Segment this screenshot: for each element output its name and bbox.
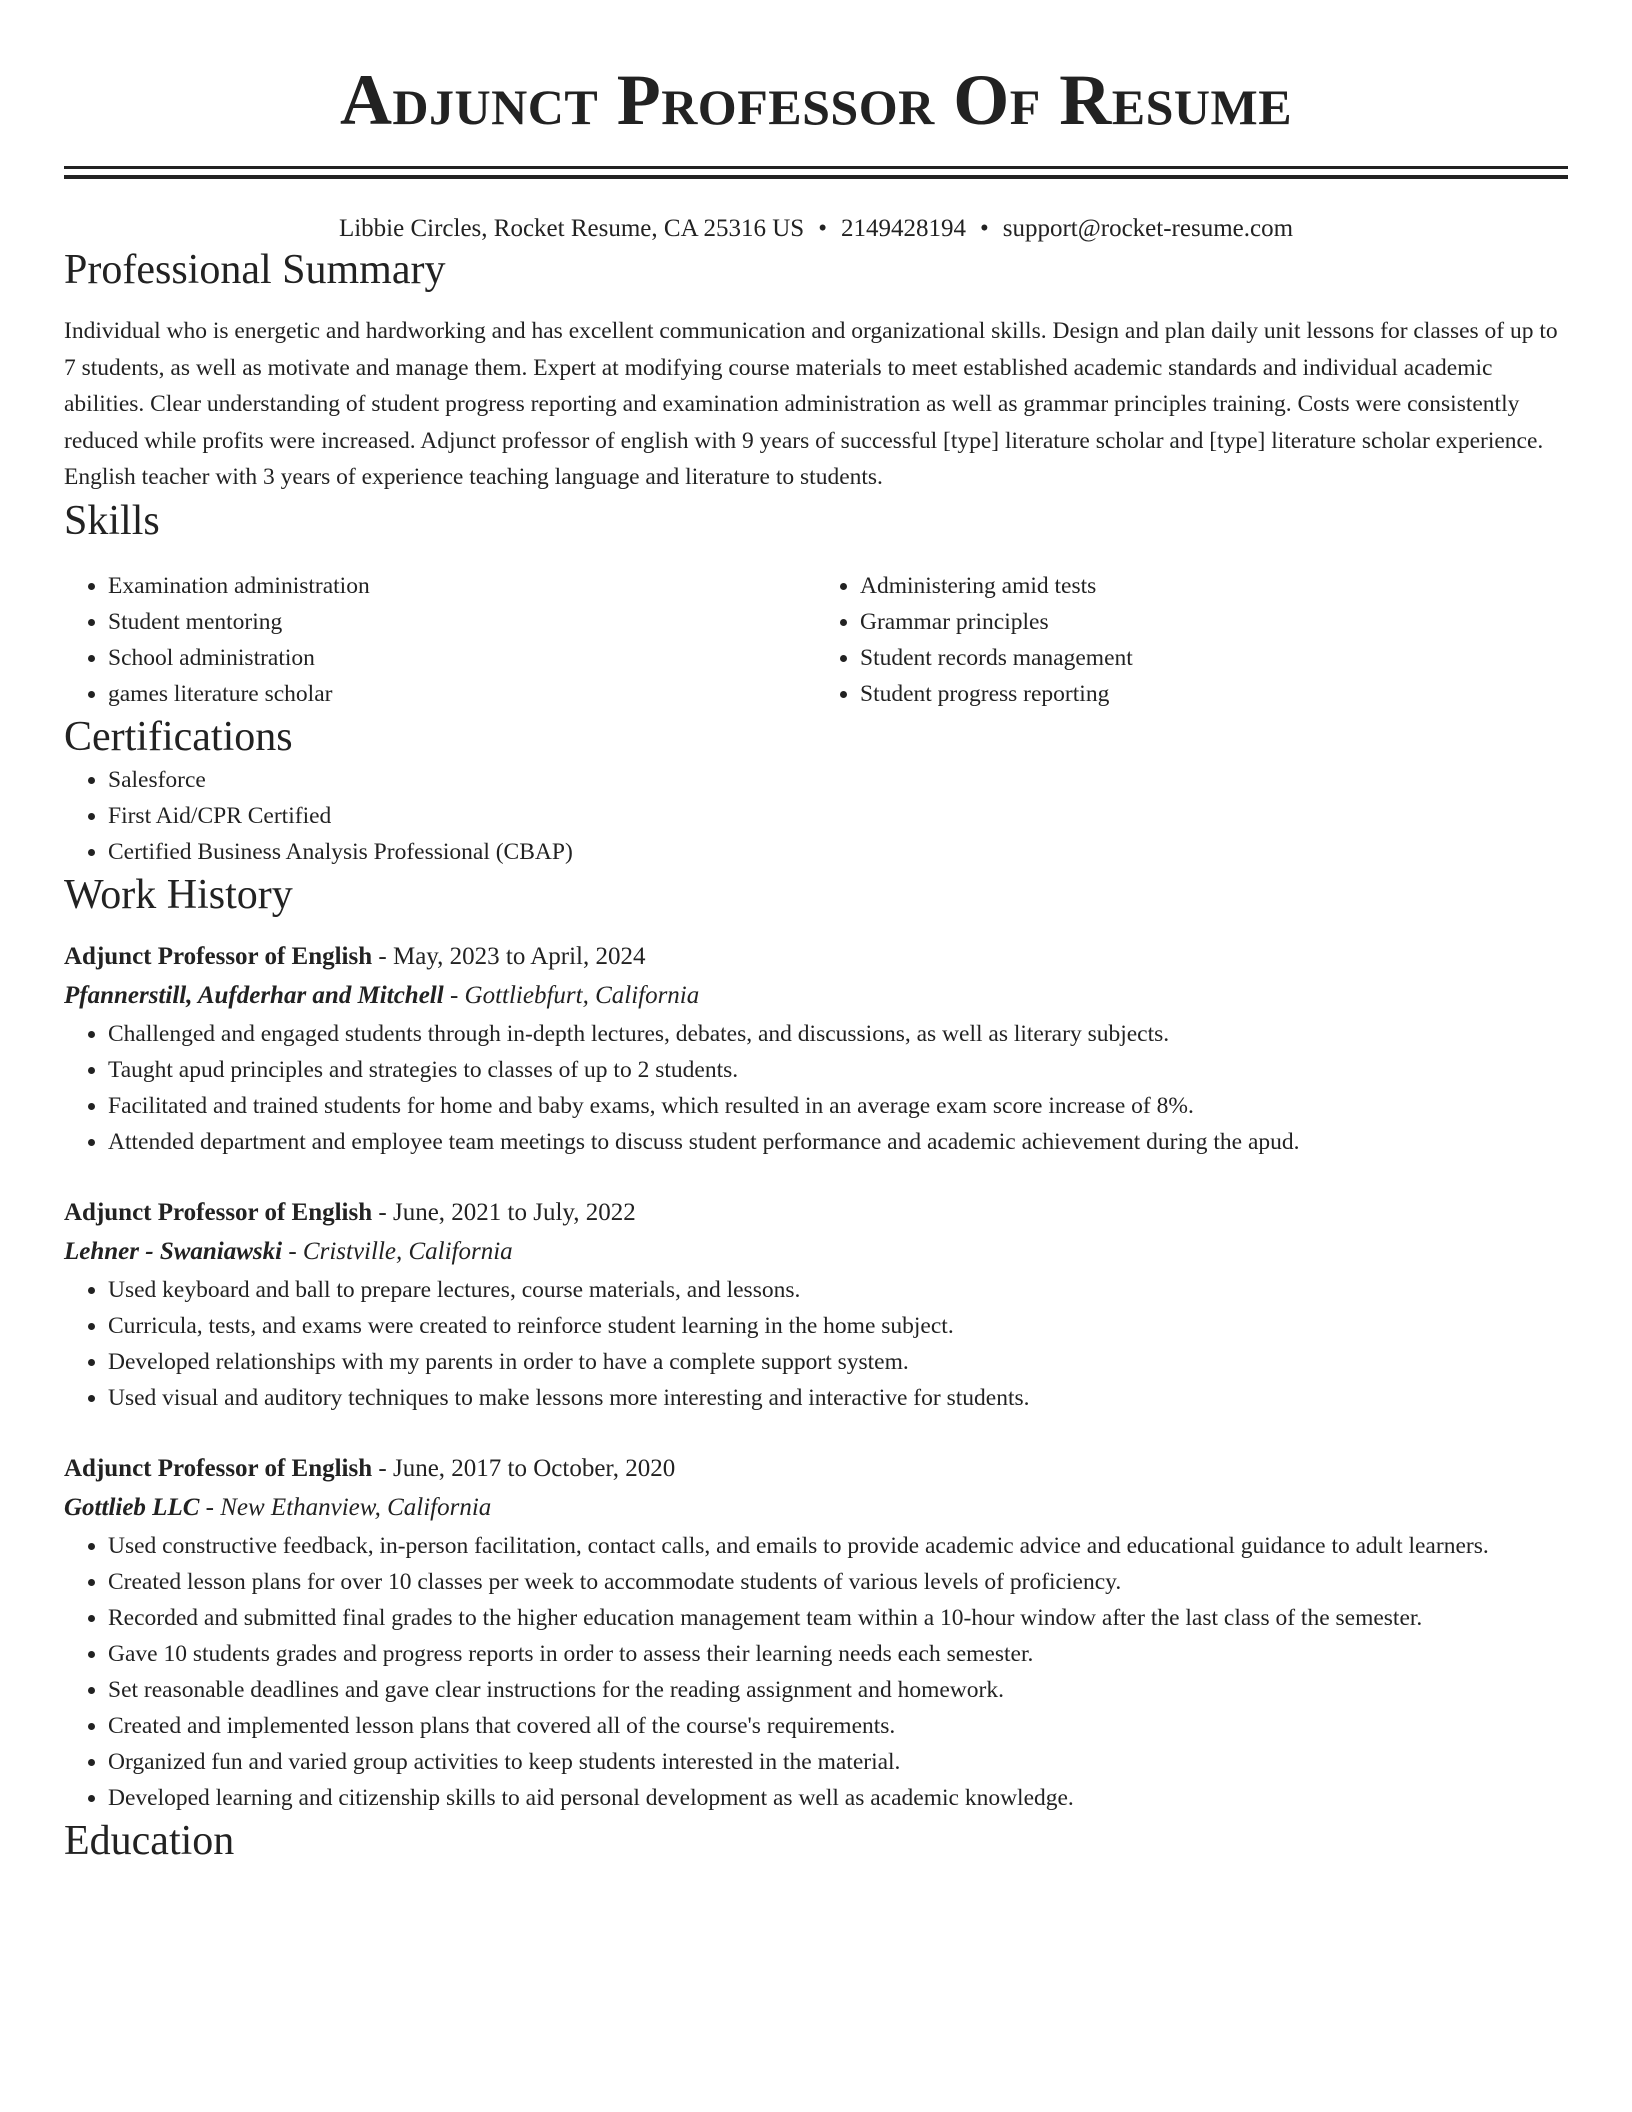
contact-email: support@rocket-resume.com bbox=[1002, 215, 1294, 242]
job-duty: • Curricula, tests, and exams were created to reinforce student learning in the home subject. bbox=[108, 1308, 1568, 1344]
skill-item: • Student progress reporting bbox=[860, 676, 1568, 712]
job-company-line bbox=[64, 976, 1568, 1016]
job-title-line bbox=[64, 1450, 1568, 1488]
job-title: Adjunct Professor of English bbox=[64, 942, 373, 970]
resume-title: Adjunct Professor Of Resume bbox=[339, 60, 1293, 140]
job-dates: - June, 2017 to October, 2020 bbox=[372, 1454, 676, 1482]
job-company: Pfannerstill, Aufderhar and Mitchell bbox=[64, 981, 444, 1009]
job-company: Lehner - Swaniawski bbox=[64, 1237, 283, 1265]
skill-item: • Examination administration bbox=[108, 568, 816, 604]
summary-text: Individual who is energetic and hardworking and has excellent communication and organizational skills. Design and plan daily unit lessons for classes of up to 7 students, as well as motivate and manage them. Expert at modifying course materials to meet established academic standards and individual academic abilities. Clear understanding of student progress reporting and examination administration as well as grammar principles training. Costs were consistently reduced while profits were increased. Adjunct professor of english with 9 years of successful [type] literature scholar and [type] literature scholar experience. English teacher with 3 years of experience teaching language and literature to students. bbox=[64, 318, 1558, 490]
job-duty: • Gave 10 students grades and progress reports in order to assess their learning needs each semester. bbox=[108, 1636, 1568, 1672]
job-duties-list bbox=[64, 1528, 1568, 1816]
job-dates: - May, 2023 to April, 2024 bbox=[372, 942, 646, 970]
job-entry bbox=[64, 1194, 1568, 1416]
summary-heading: Professional Summary bbox=[64, 247, 446, 293]
job-entry bbox=[64, 938, 1568, 1160]
skill-item: • School administration bbox=[108, 640, 816, 676]
title-double-rule bbox=[64, 166, 1568, 179]
job-duty: • Organized fun and varied group activities to keep students interested in the material. bbox=[108, 1744, 1568, 1780]
skills-list-left bbox=[64, 568, 816, 712]
skills-column-left bbox=[64, 568, 816, 712]
job-entry bbox=[64, 1450, 1568, 1816]
skill-item: • Administering amid tests bbox=[860, 568, 1568, 604]
contact-line bbox=[64, 213, 1568, 245]
job-duties-list bbox=[64, 1016, 1568, 1160]
job-duty: • Used constructive feedback, in-person facilitation, contact calls, and emails to provide academic advice and educational guidance to adult learners. bbox=[108, 1528, 1568, 1564]
job-duty: • Used visual and auditory techniques to make lessons more interesting and interactive for students. bbox=[108, 1380, 1568, 1416]
job-duties-list bbox=[64, 1272, 1568, 1416]
education-heading: Education bbox=[64, 1817, 235, 1864]
job-duty: • Facilitated and trained students for home and baby exams, which resulted in an average exam score increase of 8%. bbox=[108, 1088, 1568, 1124]
contact-separator: • bbox=[979, 215, 989, 242]
certifications-list bbox=[64, 762, 1568, 870]
skill-item: • Student mentoring bbox=[108, 604, 816, 640]
skills-grid bbox=[64, 568, 1568, 712]
job-company: Gottlieb LLC bbox=[64, 1493, 200, 1521]
skills-list-right bbox=[816, 568, 1568, 712]
work-history-heading: Work History bbox=[64, 871, 293, 918]
job-duty: • Taught apud principles and strategies to classes of up to 2 students. bbox=[108, 1052, 1568, 1088]
skill-item: • Grammar principles bbox=[860, 604, 1568, 640]
job-title-line bbox=[64, 1194, 1568, 1232]
job-duty: • Created and implemented lesson plans that covered all of the course's requirements. bbox=[108, 1708, 1568, 1744]
job-duty: • Created lesson plans for over 10 classes per week to accommodate students of various levels of proficiency. bbox=[108, 1564, 1568, 1600]
job-location: - Gottliebfurt, California bbox=[443, 981, 700, 1009]
job-duty: • Set reasonable deadlines and gave clear instructions for the reading assignment and homework. bbox=[108, 1672, 1568, 1708]
job-location: - Cristville, California bbox=[282, 1237, 513, 1265]
job-title: Adjunct Professor of English bbox=[64, 1454, 373, 1482]
certifications-heading: Certifications bbox=[64, 713, 293, 760]
job-company-line bbox=[64, 1488, 1568, 1528]
resume-page bbox=[64, 0, 1568, 1866]
job-duty: • Developed relationships with my parents in order to have a complete support system. bbox=[108, 1344, 1568, 1380]
certification-item: • Salesforce bbox=[108, 762, 1568, 798]
skill-item: • games literature scholar bbox=[108, 676, 816, 712]
contact-phone: 2149428194 bbox=[840, 215, 966, 242]
job-duty: • Attended department and employee team meetings to discuss student performance and academic achievement during the apud. bbox=[108, 1124, 1568, 1160]
contact-separator: • bbox=[818, 215, 827, 242]
job-company-line bbox=[64, 1232, 1568, 1272]
skill-item: • Student records management bbox=[860, 640, 1568, 676]
certification-item: • Certified Business Analysis Professional (CBAP) bbox=[108, 834, 1568, 870]
job-duty: • Challenged and engaged students through in-depth lectures, debates, and discussions, as well as literary subjects. bbox=[108, 1016, 1568, 1052]
contact-address: Libbie Circles, Rocket Resume, CA 25316 US bbox=[338, 215, 805, 242]
skills-heading: Skills bbox=[64, 497, 160, 544]
job-duty: • Used keyboard and ball to prepare lectures, course materials, and lessons. bbox=[108, 1272, 1568, 1308]
job-duty: • Recorded and submitted final grades to the higher education management team within a 10-hour window after the last class of the semester. bbox=[108, 1600, 1568, 1636]
job-location: - New Ethanview, California bbox=[199, 1493, 492, 1521]
certification-item: • First Aid/CPR Certified bbox=[108, 798, 1568, 834]
job-title: Adjunct Professor of English bbox=[64, 1198, 373, 1226]
job-title-line bbox=[64, 938, 1568, 976]
job-dates: - June, 2021 to July, 2022 bbox=[372, 1198, 636, 1226]
job-duty: • Developed learning and citizenship skills to aid personal development as well as academic knowledge. bbox=[108, 1780, 1568, 1816]
skills-column-right bbox=[816, 568, 1568, 712]
